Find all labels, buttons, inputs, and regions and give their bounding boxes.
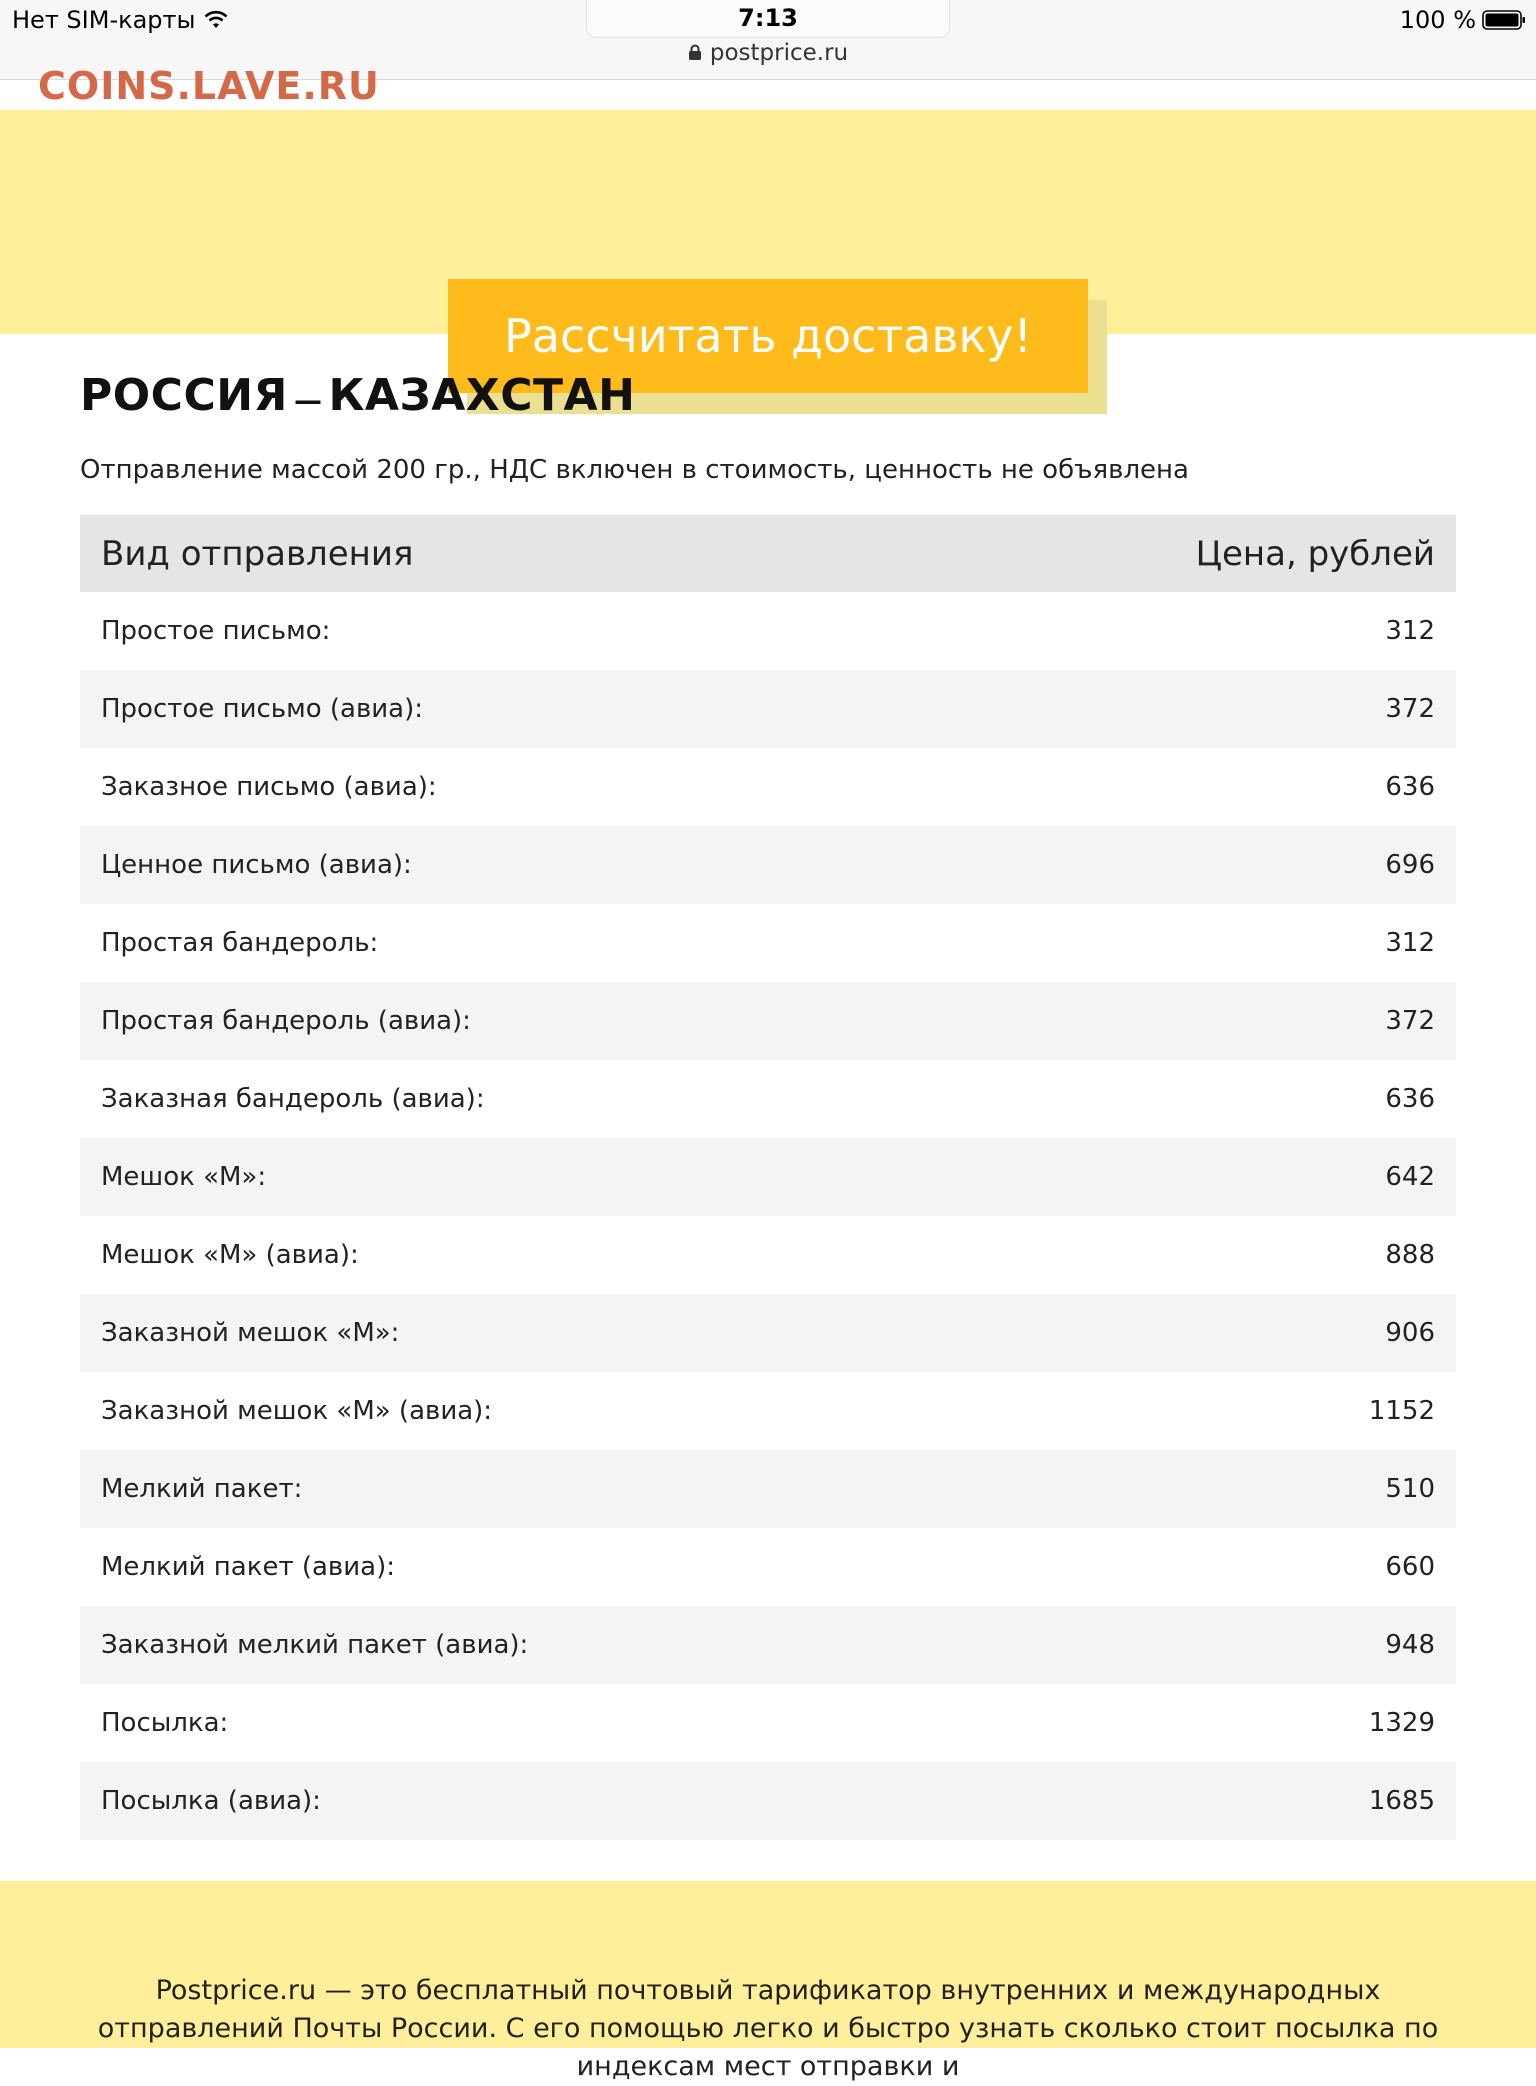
table-header (80, 515, 1456, 592)
shipment-price: 948 (1385, 1630, 1435, 1660)
shipment-type: Заказной мешок «М» (авиа): (101, 1396, 493, 1426)
table-row (80, 1528, 1456, 1606)
carrier-label: Нет SIM-карты (12, 6, 196, 34)
shipment-price: 696 (1385, 850, 1435, 880)
shipment-type: Заказная бандероль (авиа): (101, 1084, 485, 1114)
shipment-type: Простое письмо: (101, 616, 331, 646)
footer-description: Postprice.ru — это бесплатный почтовый тарификатор внутренних и международных отправлений Почты России. С его помощью легко и быстро узнать сколько стоит посылка по индексам мест отправки и (97, 1975, 1439, 2082)
top-banner (0, 110, 1536, 363)
shipment-type: Заказной мелкий пакет (авиа): (101, 1630, 529, 1660)
table-row (80, 826, 1456, 904)
shipment-price: 636 (1385, 1084, 1435, 1114)
shipment-price: 1329 (1368, 1708, 1435, 1738)
shipment-type: Мешок «М»: (101, 1162, 267, 1192)
battery-indicator (1400, 6, 1526, 34)
shipment-type: Простое письмо (авиа): (101, 694, 424, 724)
title-from: РОССИЯ (80, 370, 288, 421)
address-bar[interactable] (0, 40, 1536, 66)
table-row (80, 1138, 1456, 1216)
shipment-type: Посылка: (101, 1708, 229, 1738)
shipment-type: Мешок «М» (авиа): (101, 1240, 359, 1270)
battery-percent: 100 % (1399, 6, 1476, 34)
column-header-type: Вид отправления (101, 533, 414, 574)
shipment-price: 312 (1385, 616, 1435, 646)
clock: 7:13 (738, 4, 798, 32)
price-table (80, 515, 1456, 1840)
shipment-price: 642 (1385, 1162, 1435, 1192)
page-title (80, 370, 635, 421)
shipment-type: Мелкий пакет (авиа): (101, 1552, 395, 1582)
table-row (80, 592, 1456, 670)
table-row (80, 1060, 1456, 1138)
table-row (80, 1294, 1456, 1372)
shipment-type: Мелкий пакет: (101, 1474, 303, 1504)
title-to: КАЗАХСТАН (328, 370, 636, 421)
shipment-price: 906 (1385, 1318, 1435, 1348)
shipment-price: 510 (1385, 1474, 1435, 1504)
shipment-price: 636 (1385, 772, 1435, 802)
battery-icon (1482, 9, 1526, 31)
shipment-type: Простая бандероль (авиа): (101, 1006, 471, 1036)
table-row (80, 1372, 1456, 1450)
watermark: COINS.LAVE.RU (38, 64, 380, 108)
shipment-price: 312 (1385, 928, 1435, 958)
column-header-price: Цена, рублей (1195, 533, 1435, 574)
shipment-price: 1685 (1368, 1786, 1435, 1816)
calculate-delivery-button[interactable]: Рассчитать доставку! (448, 279, 1088, 393)
url-text: postprice.ru (709, 40, 849, 66)
shipment-type: Заказное письмо (авиа): (101, 772, 437, 802)
shipment-description: Отправление массой 200 гр., НДС включен в стоимость, ценность не объявлена (80, 455, 1189, 485)
shipment-type: Простая бандероль: (101, 928, 379, 958)
title-dash: — (293, 384, 323, 417)
lock-icon (688, 44, 702, 61)
shipment-type: Заказной мешок «М»: (101, 1318, 400, 1348)
shipment-price: 660 (1385, 1552, 1435, 1582)
shipment-price: 888 (1385, 1240, 1435, 1270)
shipment-price: 1152 (1368, 1396, 1435, 1426)
shipment-type: Ценное письмо (авиа): (101, 850, 412, 880)
table-row (80, 670, 1456, 748)
table-row (80, 1216, 1456, 1294)
table-row (80, 1684, 1456, 1762)
shipment-price: 372 (1385, 1006, 1435, 1036)
table-row (80, 904, 1456, 982)
table-row (80, 748, 1456, 826)
table-row (80, 1606, 1456, 1684)
table-body (80, 592, 1456, 1840)
shipment-price: 372 (1385, 694, 1435, 724)
table-row (80, 1762, 1456, 1840)
shipment-type: Посылка (авиа): (101, 1786, 321, 1816)
table-row (80, 982, 1456, 1060)
table-row (80, 1450, 1456, 1528)
